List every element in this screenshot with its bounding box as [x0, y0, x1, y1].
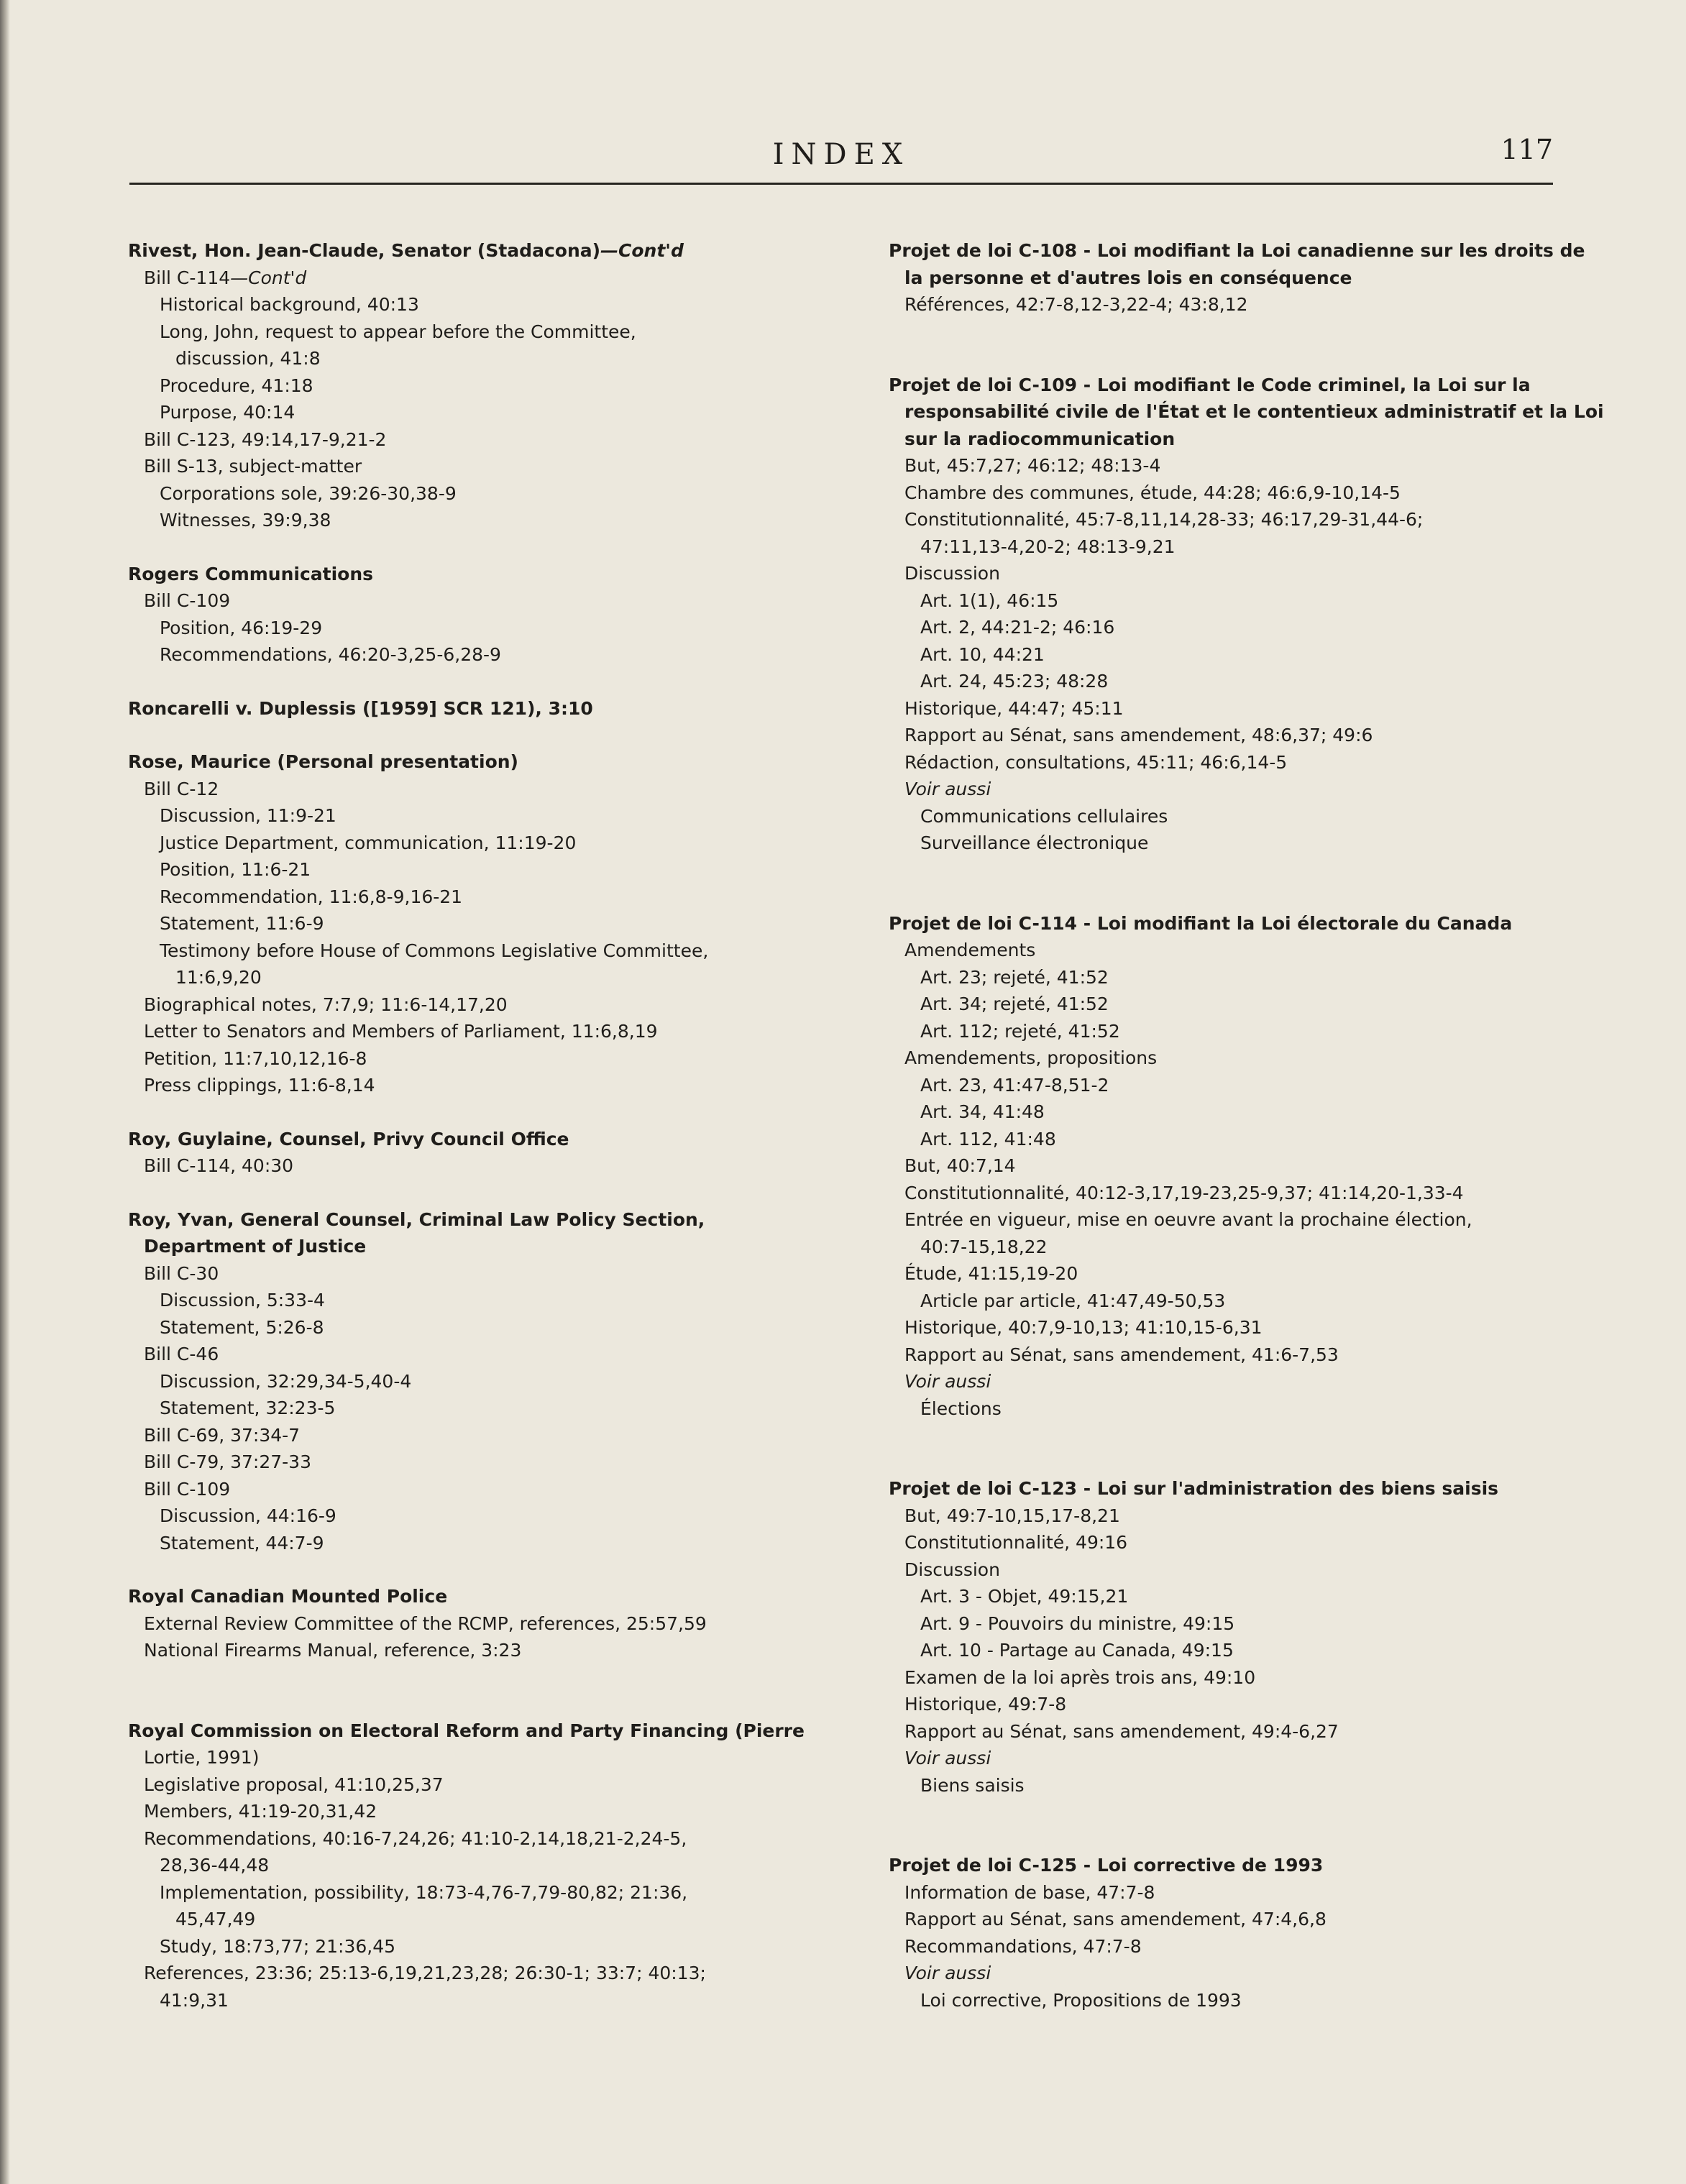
index-subentry	[889, 398, 1604, 426]
entry-text: Rogers Communications	[128, 563, 374, 584]
index-subentry	[889, 1180, 1593, 1207]
entry-text: Statement, 44:7-9	[160, 1532, 324, 1554]
index-subentry	[128, 1018, 833, 1045]
entry-text: Legislative proposal, 41:10,25,37	[144, 1774, 444, 1795]
index-subentry	[889, 749, 1593, 776]
index-entry	[889, 237, 1593, 318]
entry-text: Position, 46:19-29	[160, 617, 323, 638]
index-subentry	[889, 641, 1593, 669]
index-subentry	[128, 1341, 833, 1368]
index-subentry	[889, 1341, 1593, 1369]
index-subentry	[128, 480, 833, 508]
entry-text: Recommandations, 47:7-8	[904, 1935, 1142, 1957]
index-subentry	[128, 372, 833, 400]
index-subentry	[889, 937, 1593, 964]
index-heading	[128, 1206, 833, 1234]
entry-text: Voir aussi	[904, 1371, 991, 1392]
index-subentry	[128, 1152, 833, 1180]
index-heading	[128, 1126, 833, 1153]
entry-text: sur la radiocommunication	[904, 428, 1176, 449]
entry-text: Royal Canadian Mounted Police	[128, 1586, 448, 1607]
index-subentry	[128, 1610, 833, 1638]
entry-text: Biographical notes, 7:7,9; 11:6-14,17,20	[144, 994, 508, 1015]
index-subentry	[128, 1072, 833, 1099]
entry-text: Witnesses, 39:9,38	[160, 510, 331, 531]
index-subentry	[128, 1449, 833, 1476]
index-subentry	[889, 1556, 1593, 1584]
index-subentry	[128, 1287, 833, 1314]
index-subentry	[889, 1960, 1593, 1987]
index-subentry	[128, 615, 833, 642]
entry-text: Bill C-69, 37:34-7	[144, 1424, 301, 1446]
entry-text: Royal Commission on Electoral Reform and Party Financing (Pierre	[128, 1720, 805, 1741]
entry-text: Position, 11:6-21	[160, 859, 311, 880]
entry-text: Historique, 49:7-8	[904, 1694, 1067, 1715]
index-entry	[889, 910, 1593, 1423]
entry-text: Statement, 11:6-9	[160, 913, 324, 934]
index-subentry	[889, 1718, 1593, 1745]
entry-text: Corporations sole, 39:26-30,38-9	[160, 482, 457, 504]
page-number: 117	[1501, 134, 1553, 165]
index-subentry	[128, 830, 833, 857]
index-subentry	[889, 1152, 1593, 1180]
index-subentry	[128, 318, 833, 346]
index-subentry	[128, 1798, 833, 1825]
index-subentry	[128, 1422, 833, 1449]
index-heading	[128, 1717, 833, 1745]
entry-text: Bill C-46	[144, 1344, 219, 1364]
entry-text: Art. 2, 44:21-2; 46:16	[920, 617, 1115, 638]
entry-text: Loi corrective, Propositions de 1993	[920, 1989, 1242, 2011]
index-subentry	[889, 265, 1593, 292]
index-entry	[128, 1206, 833, 1557]
index-subentry	[128, 1260, 833, 1288]
entry-text: Procedure, 41:18	[160, 375, 313, 396]
index-entry	[128, 561, 833, 669]
page-title: INDEX	[772, 138, 910, 171]
entry-text: Projet de loi C-123 - Loi sur l'administration des biens saisis	[889, 1478, 1499, 1499]
entry-text: la personne et d'autres lois en conséquence	[904, 267, 1352, 288]
index-subentry	[128, 1987, 833, 2014]
entry-text: Art. 10, 44:21	[920, 643, 1045, 665]
entry-text: Références, 42:7-8,12-3,22-4; 43:8,12	[904, 294, 1248, 315]
entry-text: Rapport au Sénat, sans amendement, 41:6-7,53	[904, 1344, 1339, 1365]
index-subentry	[128, 1637, 833, 1664]
index-heading	[889, 910, 1593, 937]
index-subentry	[889, 1745, 1593, 1772]
index-entry	[889, 1475, 1593, 1799]
entry-text: Étude, 41:15,19-20	[904, 1263, 1078, 1284]
entry-text: Entrée en vigueur, mise en oeuvre avant la prochaine élection,	[904, 1209, 1472, 1230]
index-subentry	[128, 1233, 833, 1260]
entry-text: Biens saisis	[920, 1774, 1025, 1796]
entry-text: Constitutionnalité, 49:16	[904, 1532, 1128, 1553]
index-entry	[889, 372, 1604, 857]
entry-text: responsabilité civile de l'État et le contentieux administratif et la Loi	[904, 401, 1604, 422]
index-subentry	[889, 1234, 1593, 1261]
index-subentry	[128, 1368, 833, 1395]
entry-text: References, 23:36; 25:13-6,19,21,23,28; 26:30-1; 33:7; 40:13;	[144, 1963, 706, 1983]
index-subentry	[128, 1744, 833, 1771]
index-subentry	[889, 776, 1593, 803]
entry-text: Roy, Yvan, General Counsel, Criminal Law Policy Section,	[128, 1208, 705, 1230]
entry-text: Discussion, 5:33-4	[160, 1290, 325, 1311]
continued-marker: —Cont'd	[230, 267, 307, 288]
entry-text: Letter to Senators and Members of Parliament, 11:6,8,19	[144, 1021, 658, 1042]
entry-text: Lortie, 1991)	[144, 1747, 260, 1768]
index-subentry	[889, 1664, 1593, 1692]
entry-text: Art. 10 - Partage au Canada, 49:15	[920, 1640, 1234, 1661]
entry-text: But, 49:7-10,15,17-8,21	[904, 1505, 1120, 1526]
index-subentry	[128, 1960, 833, 1987]
index-subentry	[889, 1906, 1593, 1933]
entry-text: Article par article, 41:47,49-50,53	[920, 1290, 1226, 1311]
index-subentry	[128, 1530, 833, 1557]
entry-text: 28,36-44,48	[160, 1855, 270, 1876]
entry-text: Historique, 40:7,9-10,13; 41:10,15-6,31	[904, 1317, 1263, 1338]
index-subentry	[889, 1637, 1593, 1664]
entry-text: Art. 112, 41:48	[920, 1128, 1056, 1150]
entry-text: Roy, Guylaine, Counsel, Privy Council Office	[128, 1128, 569, 1150]
index-subentry	[128, 265, 833, 292]
index-subentry	[128, 453, 833, 480]
entry-text: Projet de loi C-108 - Loi modifiant la Loi canadienne sur les droits de	[889, 240, 1585, 261]
index-subentry	[128, 1395, 833, 1422]
index-subentry	[889, 1879, 1593, 1907]
index-subentry	[889, 533, 1593, 561]
index-subentry	[128, 856, 833, 884]
entry-text: Projet de loi C-109 - Loi modifiant le Code criminel, la Loi sur la	[889, 374, 1531, 395]
entry-text: Art. 9 - Pouvoirs du ministre, 49:15	[920, 1612, 1235, 1634]
index-column-right	[889, 237, 1604, 2040]
entry-text: Statement, 5:26-8	[160, 1316, 324, 1338]
entry-text: Voir aussi	[904, 779, 991, 799]
index-subentry	[128, 1825, 833, 1853]
index-entry	[128, 1126, 833, 1180]
entry-text: Constitutionnalité, 45:7-8,11,14,28-33; 46:17,29-31,44-6;	[904, 509, 1424, 530]
index-subentry	[889, 668, 1593, 695]
entry-text: discussion, 41:8	[175, 348, 321, 369]
entry-text: Rapport au Sénat, sans amendement, 49:4-6,27	[904, 1720, 1339, 1742]
index-subentry	[889, 452, 1593, 480]
entry-text: Bill C-30	[144, 1262, 219, 1284]
entry-text: Rose, Maurice (Personal presentation)	[128, 751, 518, 772]
index-subentry	[889, 1933, 1593, 1960]
index-subentry	[889, 1314, 1593, 1341]
entry-text: Rivest, Hon. Jean-Claude, Senator (Stadacona)	[128, 240, 601, 261]
entry-text: Rapport au Sénat, sans amendement, 47:4,6,8	[904, 1909, 1327, 1930]
index-subentry	[889, 560, 1593, 587]
entry-text: Chambre des communes, étude, 44:28; 46:6,9-10,14-5	[904, 482, 1401, 503]
index-subentry	[128, 802, 833, 830]
entry-text: Constitutionnalité, 40:12-3,17,19-23,25-9,37; 41:14,20-1,33-4	[904, 1182, 1464, 1203]
entry-text: Art. 3 - Objet, 49:15,21	[920, 1586, 1129, 1607]
entry-text: Historique, 44:47; 45:11	[904, 697, 1124, 719]
index-subentry	[128, 587, 833, 615]
entry-text: Art. 34, 41:48	[920, 1101, 1045, 1122]
entry-text: Discussion, 11:9-21	[160, 805, 336, 826]
entry-text: Petition, 11:7,10,12,16-8	[144, 1047, 367, 1069]
continued-marker: —Cont'd	[600, 240, 684, 261]
index-heading	[889, 237, 1593, 265]
entry-text: Long, John, request to appear before the Committee,	[160, 321, 636, 342]
index-subentry	[889, 722, 1593, 749]
index-subentry	[128, 910, 833, 937]
entry-text: Rapport au Sénat, sans amendement, 48:6,37; 49:6	[904, 725, 1373, 745]
index-subentry	[128, 1502, 833, 1530]
entry-text: 11:6,9,20	[175, 967, 262, 988]
index-subentry	[889, 1987, 1593, 2014]
index-subentry	[889, 614, 1593, 641]
entry-text: 40:7-15,18,22	[920, 1236, 1048, 1257]
index-subentry	[889, 1529, 1593, 1556]
entry-text: Bill C-114	[144, 267, 231, 288]
index-subentry	[889, 803, 1593, 830]
index-subentry	[889, 830, 1593, 857]
entry-text: Rédaction, consultations, 45:11; 46:6,14-5	[904, 751, 1288, 773]
index-subentry	[128, 884, 833, 911]
entry-text: Testimony before House of Commons Legislative Committee,	[160, 940, 709, 961]
index-subentry	[128, 1045, 833, 1073]
index-entry	[128, 1717, 833, 2014]
index-subentry	[889, 1502, 1593, 1530]
index-entry	[128, 237, 833, 534]
entry-text: Department of Justice	[144, 1236, 367, 1257]
entry-text: Examen de la loi après trois ans, 49:10	[904, 1666, 1256, 1688]
index-entry	[889, 1852, 1593, 2014]
entry-text: Bill C-123, 49:14,17-9,21-2	[144, 428, 387, 450]
entry-text: National Firearms Manual, reference, 3:23	[144, 1640, 522, 1661]
index-subentry	[889, 291, 1593, 318]
index-subentry	[128, 399, 833, 426]
entry-text: 41:9,31	[160, 1989, 229, 2011]
index-heading	[889, 372, 1593, 399]
entry-text: Projet de loi C-114 - Loi modifiant la Loi électorale du Canada	[889, 912, 1513, 934]
entry-text: Statement, 32:23-5	[160, 1398, 336, 1418]
index-entry	[128, 1583, 833, 1664]
entry-text: Discussion	[904, 563, 1000, 584]
index-heading	[128, 237, 833, 265]
entry-text: Bill C-12	[144, 778, 219, 799]
index-subentry	[889, 506, 1593, 533]
index-subentry	[889, 1018, 1593, 1045]
index-heading	[128, 561, 833, 588]
index-subentry	[889, 480, 1593, 507]
index-subentry	[889, 1260, 1593, 1288]
entry-text: Art. 23, 41:47-8,51-2	[920, 1074, 1109, 1096]
entry-text: But, 40:7,14	[904, 1155, 1016, 1176]
index-subentry	[128, 964, 833, 991]
index-subentry	[889, 587, 1593, 615]
entry-text: Roncarelli v. Duplessis ([1959] SCR 121), 3:10	[128, 697, 593, 719]
index-subentry	[889, 1126, 1593, 1153]
entry-text: Discussion, 32:29,34-5,40-4	[160, 1370, 412, 1392]
entry-text: Amendements, propositions	[904, 1047, 1158, 1068]
index-subentry	[128, 1476, 833, 1503]
index-subentry	[889, 1098, 1593, 1126]
entry-text: Recommendations, 40:16-7,24,26; 41:10-2,14,18,21-2,24-5,	[144, 1827, 687, 1849]
index-subentry	[889, 1045, 1593, 1072]
index-subentry	[889, 1288, 1593, 1315]
entry-text: Implementation, possibility, 18:73-4,76-7,79-80,82; 21:36,	[160, 1881, 688, 1903]
running-head	[129, 131, 1553, 188]
entry-text: Justice Department, communication, 11:19-20	[160, 832, 577, 853]
index-subentry	[889, 426, 1593, 453]
entry-text: Bill S-13, subject-matter	[144, 456, 362, 477]
index-subentry	[889, 695, 1593, 722]
index-subentry	[128, 291, 833, 318]
entry-text: Voir aussi	[904, 1963, 991, 1983]
index-heading	[889, 1475, 1593, 1502]
entry-text: Bill C-79, 37:27-33	[144, 1451, 311, 1472]
page-binding-edge	[0, 0, 10, 2184]
index-subentry	[889, 1772, 1593, 1799]
entry-text: Amendements	[904, 940, 1036, 960]
index-subentry	[889, 1583, 1593, 1610]
entry-text: Art. 112; rejeté, 41:52	[920, 1020, 1120, 1042]
index-subentry	[128, 641, 833, 669]
entry-text: Discussion, 44:16-9	[160, 1505, 336, 1526]
entry-text: Art. 34; rejeté, 41:52	[920, 994, 1109, 1014]
entry-text: Press clippings, 11:6-8,14	[144, 1075, 375, 1096]
entry-text: Purpose, 40:14	[160, 402, 295, 423]
index-subentry	[889, 964, 1593, 991]
entry-text: Study, 18:73,77; 21:36,45	[160, 1935, 396, 1957]
index-subentry	[889, 1072, 1593, 1099]
entry-text: Recommendation, 11:6,8-9,16-21	[160, 886, 463, 907]
index-subentry	[128, 1314, 833, 1341]
index-column-left	[128, 237, 833, 2040]
index-subentry	[128, 776, 833, 803]
entry-text: Discussion	[904, 1559, 1000, 1580]
entry-text: Bill C-109	[144, 590, 231, 611]
entry-text: Art. 1(1), 46:15	[920, 589, 1059, 611]
entry-text: Voir aussi	[904, 1748, 991, 1768]
index-heading	[128, 1583, 833, 1610]
entry-text: 45,47,49	[175, 1909, 256, 1930]
index-subentry	[128, 991, 833, 1019]
entry-text: Historical background, 40:13	[160, 294, 419, 315]
index-subentry	[128, 426, 833, 454]
index-heading	[128, 695, 833, 722]
index-subentry	[128, 1852, 833, 1879]
entry-text: Art. 23; rejeté, 41:52	[920, 966, 1109, 988]
index-heading	[128, 748, 833, 776]
entry-text: Surveillance électronique	[920, 832, 1149, 853]
index-subentry	[889, 1395, 1593, 1423]
index-subentry	[128, 1771, 833, 1799]
entry-text: Bill C-114, 40:30	[144, 1155, 294, 1176]
index-subentry	[889, 1610, 1593, 1638]
index-entry	[128, 695, 833, 722]
index-subentry	[128, 1879, 833, 1907]
entry-text: 47:11,13-4,20-2; 48:13-9,21	[920, 536, 1176, 557]
entry-text: Bill C-109	[144, 1478, 231, 1500]
index-subentry	[889, 1368, 1593, 1395]
index-heading	[889, 1852, 1593, 1879]
header-rule	[129, 183, 1553, 185]
entry-text: Art. 24, 45:23; 48:28	[920, 671, 1109, 692]
index-subentry	[889, 1691, 1593, 1718]
entry-text: External Review Committee of the RCMP, references, 25:57,59	[144, 1612, 707, 1634]
entry-text: Projet de loi C-125 - Loi corrective de 1993	[889, 1855, 1324, 1876]
index-subentry	[128, 1933, 833, 1960]
entry-text: But, 45:7,27; 46:12; 48:13-4	[904, 455, 1161, 476]
entry-text: Information de base, 47:7-8	[904, 1881, 1155, 1903]
index-subentry	[128, 1906, 833, 1933]
entry-text: Recommendations, 46:20-3,25-6,28-9	[160, 644, 501, 665]
index-subentry	[128, 507, 833, 534]
index-subentry	[128, 937, 833, 965]
index-subentry	[889, 1206, 1593, 1234]
entry-text: Élections	[920, 1398, 1002, 1419]
entry-text: Communications cellulaires	[920, 805, 1168, 827]
entry-text: Members, 41:19-20,31,42	[144, 1801, 377, 1822]
index-subentry	[128, 345, 833, 372]
index-subentry	[889, 991, 1593, 1018]
index-entry	[128, 748, 833, 1099]
